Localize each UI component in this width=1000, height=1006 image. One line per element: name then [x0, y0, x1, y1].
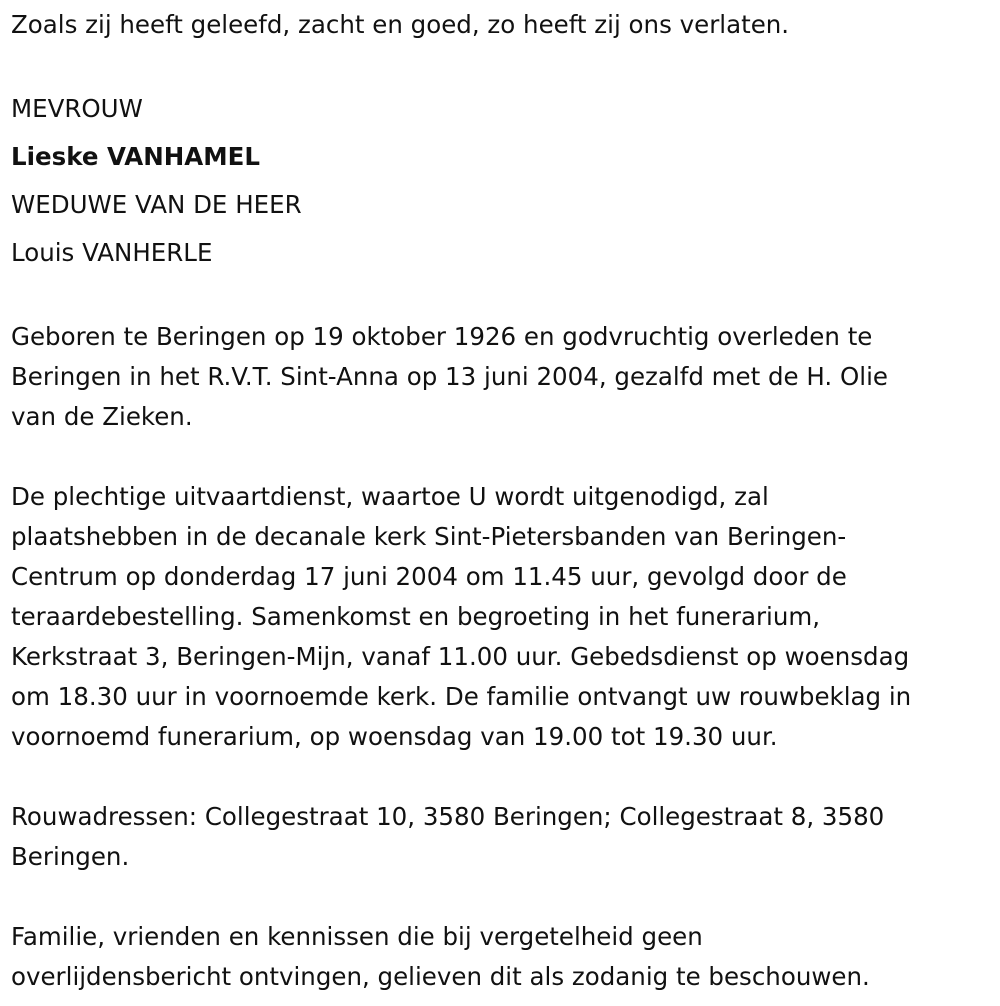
spouse-name: Louis VANHERLE	[11, 238, 213, 267]
service-paragraph	[11, 477, 996, 757]
spacer	[11, 277, 996, 317]
obituary-notice	[11, 5, 996, 997]
paragraph-line: Centrum op donderdag 17 juni 2004 om 11.45 uur, gevolgd door de	[11, 562, 847, 591]
spacer	[11, 757, 996, 797]
paragraph-line: plaatshebben in de decanale kerk Sint-Pietersbanden van Beringen-	[11, 522, 847, 551]
paragraph-line: Beringen in het R.V.T. Sint-Anna op 13 juni 2004, gezalfd met de H. Olie	[11, 362, 888, 391]
spacer	[11, 45, 996, 85]
spacer	[11, 437, 996, 477]
paragraph-line: teraardebestelling. Samenkomst en begroeting in het funerarium,	[11, 602, 821, 631]
paragraph-line: van de Zieken.	[11, 402, 193, 431]
birth-death-paragraph	[11, 317, 996, 437]
paragraph-line: overlijdensbericht ontvingen, gelieven dit als zodanig te beschouwen.	[11, 962, 870, 991]
paragraph-line: Beringen.	[11, 842, 130, 871]
paragraph-line: Geboren te Beringen op 19 oktober 1926 en godvruchtig overleden te	[11, 322, 873, 351]
title-line: MEVROUW	[11, 94, 143, 123]
motto-line: Zoals zij heeft geleefd, zacht en goed, zo heeft zij ons verlaten.	[11, 10, 790, 39]
deceased-name: Lieske VANHAMEL	[11, 142, 260, 171]
paragraph-line: Rouwadressen: Collegestraat 10, 3580 Beringen; Collegestraat 8, 3580	[11, 802, 885, 831]
closing-paragraph	[11, 917, 996, 997]
paragraph-line: De plechtige uitvaartdienst, waartoe U wordt uitgenodigd, zal	[11, 482, 769, 511]
widow-of-line: WEDUWE VAN DE HEER	[11, 190, 302, 219]
paragraph-line: om 18.30 uur in voornoemde kerk. De familie ontvangt uw rouwbeklag in	[11, 682, 912, 711]
paragraph-line: Familie, vrienden en kennissen die bij vergetelheid geen	[11, 922, 703, 951]
addresses-paragraph	[11, 797, 996, 877]
paragraph-line: Kerkstraat 3, Beringen-Mijn, vanaf 11.00 uur. Gebedsdienst op woensdag	[11, 642, 910, 671]
spacer	[11, 877, 996, 917]
paragraph-line: voornoemd funerarium, op woensdag van 19.00 tot 19.30 uur.	[11, 722, 778, 751]
